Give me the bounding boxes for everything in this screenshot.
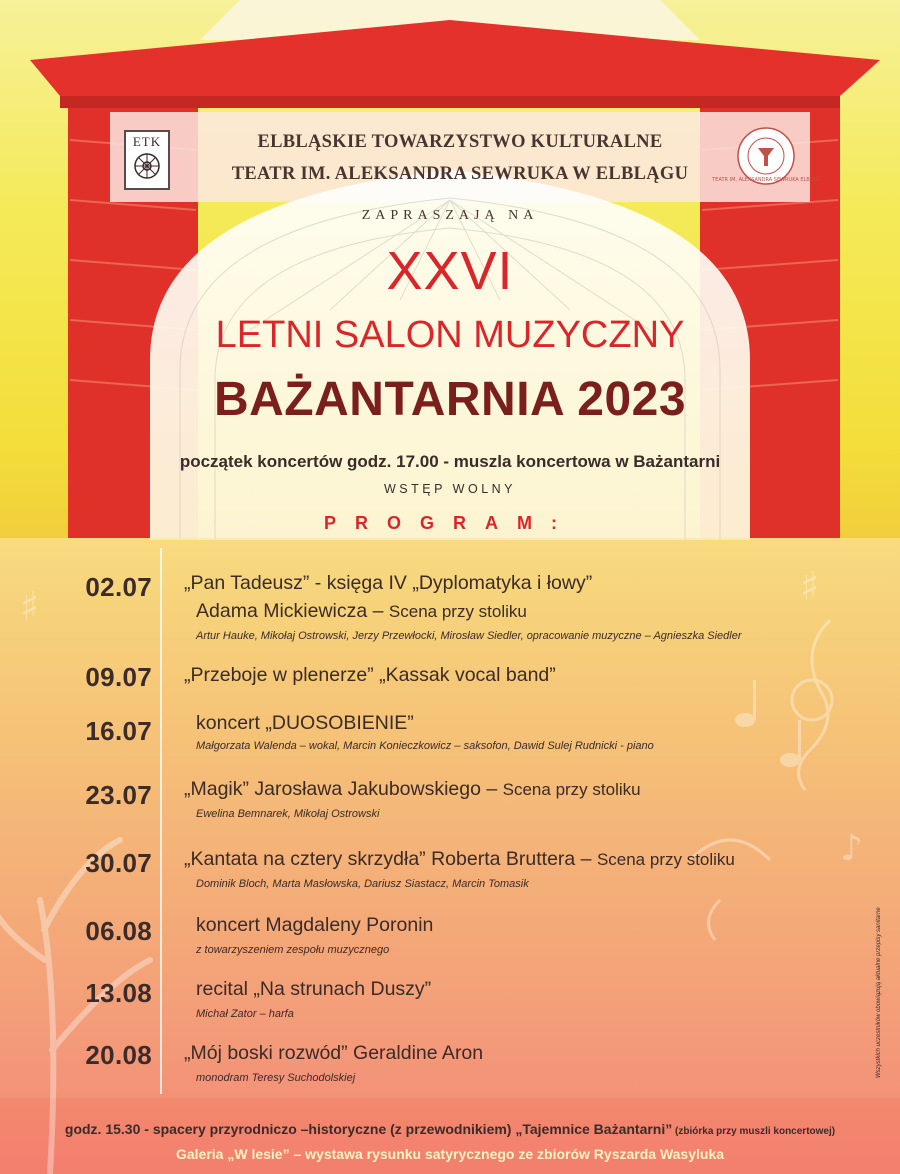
etk-logo (124, 130, 170, 190)
venue-title: BAŻANTARNIA 2023 (213, 373, 687, 426)
event-date: 09.07 (85, 662, 152, 692)
event-note: Ewelina Bemnarek, Mikołaj Ostrowski (196, 808, 380, 820)
event-scene-label: Scena przy stoliku (596, 850, 735, 869)
event-title: koncert „DUOSOBIENIE” (196, 712, 414, 734)
event-date: 30.07 (85, 848, 152, 878)
event-note: Artur Hauke, Mikołaj Ostrowski, Jerzy Przewłocki, Mirosław Siedler, opracowanie muzyczne – Agnieszka Siedler (196, 630, 742, 642)
event-date: 16.07 (85, 716, 152, 746)
nature-walk-text: godz. 15.30 - spacery przyrodniczo –historyczne (z przewodnikiem) „Tajemnice Bażantarni” (64, 1121, 673, 1137)
program-heading: PROGRAM: (324, 513, 576, 533)
nature-walk-meeting-point: (zbiórka przy muszli koncertowej) (672, 1126, 836, 1137)
event-title-line2-main: Adama Mickiewicza – (196, 600, 389, 622)
event-title: „Kantata na cztery skrzydła” Roberta Bruttera – (184, 848, 597, 870)
event-scene-label: Scena przy stoliku (502, 780, 641, 799)
event-title-line2 (196, 600, 527, 623)
edition-number: XXVI (386, 241, 514, 301)
event-title: koncert Magdaleny Poronin (196, 914, 434, 936)
nature-walk-info (0, 1121, 900, 1137)
free-entry: WSTĘP WOLNY (383, 482, 517, 496)
event-date: 20.08 (85, 1040, 152, 1070)
event-note: Dominik Bloch, Marta Masłowska, Dariusz Siastacz, Marcin Tomasik (196, 878, 529, 890)
event-date: 23.07 (85, 780, 152, 810)
program-divider (160, 548, 162, 1094)
event-date: 02.07 (85, 572, 152, 602)
event-date: 06.08 (85, 916, 152, 946)
event-title-wrap (184, 778, 641, 801)
seal-text: TEATR IM. ALEKSANDRA SEWRUKA ELBLĄG (712, 177, 820, 183)
festival-name: LETNI SALON MUZYCZNY (215, 314, 685, 356)
event-title: „Pan Tadeusz” - księga IV „Dyplomatyka i łowy” (184, 572, 593, 594)
event-title: recital „Na strunach Duszy” (196, 978, 432, 1000)
etk-logo-text: ETK (132, 134, 162, 149)
event-title: „Przeboje w plenerze” „Kassak vocal band” (184, 664, 556, 686)
event-note: Michał Zator – harfa (196, 1008, 294, 1020)
event-title-wrap (184, 848, 735, 871)
svg-text:♪: ♪ (840, 828, 863, 869)
event-scene-label: Scena przy stoliku (388, 602, 527, 621)
theatre-seal-icon (712, 126, 820, 186)
event-note: Małgorzata Walenda – wokal, Marcin Konieczkowicz – saksofon, Dawid Sulej Rudnicki - piano (196, 740, 654, 752)
event-title: „Mój boski rozwód” Geraldine Aron (184, 1042, 484, 1064)
event-title: „Magik” Jarosława Jakubowskiego – (184, 778, 503, 800)
organizer-line-1: ELBLĄSKIE TOWARZYSTWO KULTURALNE (257, 132, 663, 152)
event-note: monodram Teresy Suchodolskiej (196, 1072, 356, 1084)
invite-text: ZAPRASZAJĄ NA (361, 208, 539, 223)
sanitary-note: Wszystkich uczestników obowiązują aktualne przepisy sanitarne (876, 907, 882, 1078)
organizer-line-2: TEATR IM. ALEKSANDRA SEWRUKA W ELBLĄGU (231, 164, 689, 184)
svg-text:♯: ♯ (800, 564, 820, 610)
rosette-icon (133, 152, 161, 180)
start-info: początek koncertów godz. 17.00 - muszla koncertowa w Bażantarni (179, 452, 721, 471)
gallery-info: Galeria „W lesie” – wystawa rysunku satyrycznego ze zbiorów Ryszarda Wasyluka (175, 1146, 725, 1162)
event-date: 13.08 (85, 978, 152, 1008)
event-note: z towarzyszeniem zespołu muzycznego (196, 944, 390, 956)
svg-text:♯: ♯ (20, 584, 40, 630)
